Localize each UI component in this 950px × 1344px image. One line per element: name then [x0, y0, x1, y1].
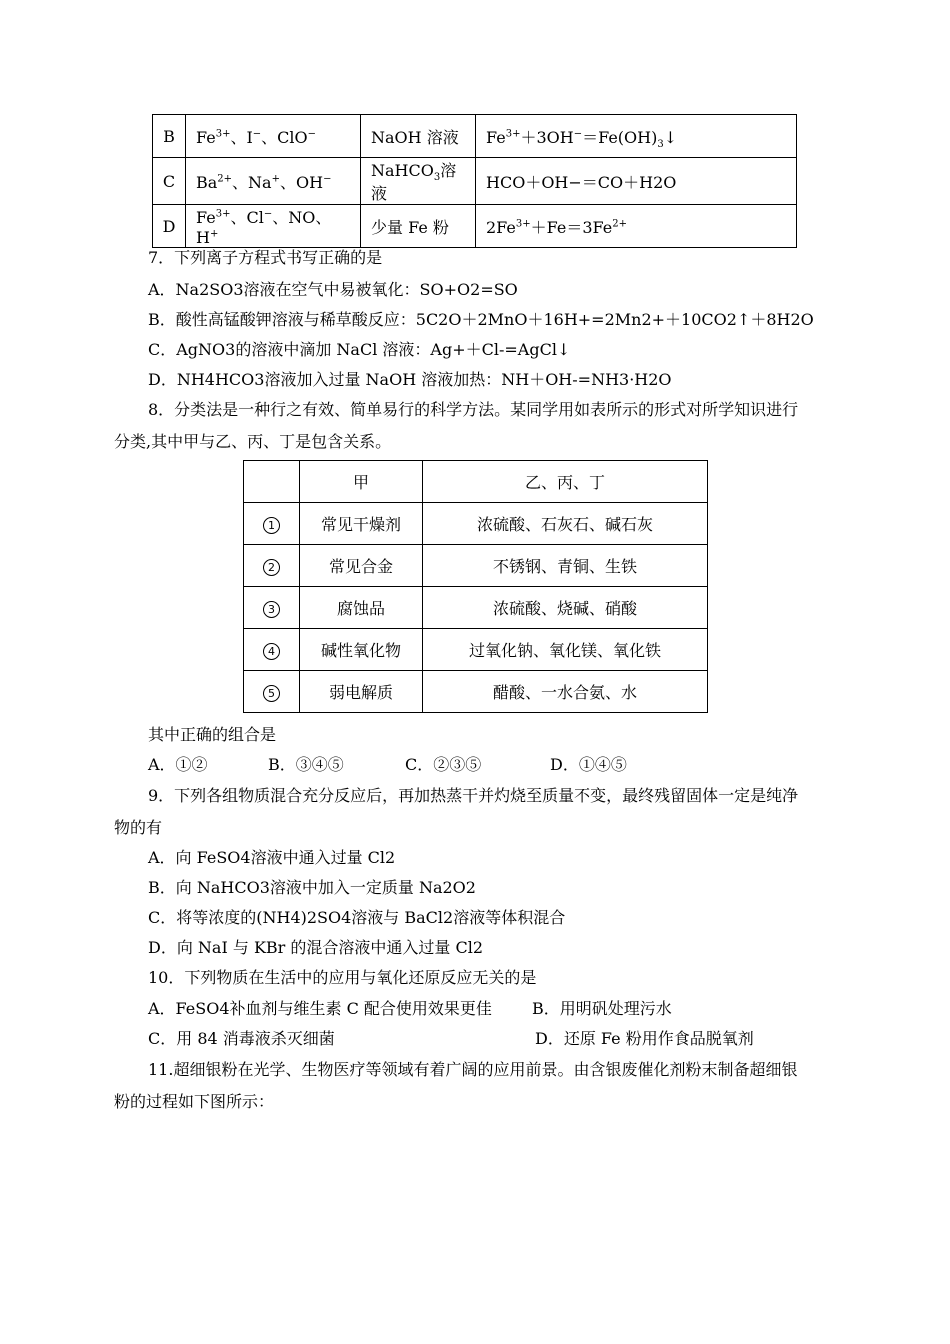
category-cell: 腐蚀品: [300, 587, 423, 629]
q7-option-c: C．AgNO3的溶液中滴加 NaCl 溶液：Ag+＋Cl-=AgCl↓: [148, 340, 571, 359]
q9-stem-line1: 9．下列各组物质混合充分反应后，再加热蒸干并灼烧至质量不变，最终残留固体一定是纯净: [148, 786, 799, 805]
equation-cell: HCO＋OH−＝CO＋H2O: [476, 158, 797, 205]
table-header-row: [244, 461, 708, 503]
ions-cell: $Fe^{3+}$、Cl−、NO、H+: [186, 205, 361, 248]
category-cell: 常见干燥剂: [300, 503, 423, 545]
header-cell: [244, 461, 300, 503]
q10-stem: 10．下列物质在生活中的应用与氧化还原反应无关的是: [148, 968, 537, 987]
q7-option-d: D．NH4HCO3溶液加入过量 NaOH 溶液加热：NH＋OH-=NH3·H2O: [148, 370, 672, 389]
row-number-badge: 3: [263, 601, 280, 618]
option-cell: C: [153, 158, 186, 205]
equation-cell: $Fe^{3+}+3OH^-=Fe(OH)_3↓$: [476, 115, 797, 158]
option-cell: D: [153, 205, 186, 248]
q9-option-a: A．向 FeSO4溶液中通入过量 Cl2: [148, 848, 396, 867]
q7-option-a: A．Na2SO3溶液在空气中易被氧化：SO+O2=SO: [148, 280, 518, 299]
members-cell: 醋酸、一水合氨、水: [423, 671, 708, 713]
classification-table: [243, 460, 708, 713]
members-cell: 不锈钢、青铜、生铁: [423, 545, 708, 587]
q8-stem-line1: 8．分类法是一种行之有效、简单易行的科学方法。某同学用如表所示的形式对所学知识进行: [148, 400, 799, 419]
category-cell: 弱电解质: [300, 671, 423, 713]
q9-option-b: B．向 NaHCO3溶液中加入一定质量 Na2O2: [148, 878, 476, 897]
q10-option-a: A．FeSO4补血剂与维生素 C 配合使用效果更佳: [148, 999, 492, 1018]
q7-stem: 7．下列离子方程式书写正确的是: [148, 248, 383, 267]
header-cell: 甲: [300, 461, 423, 503]
option-cell: B: [153, 115, 186, 158]
members-cell: 浓硫酸、烧碱、硝酸: [423, 587, 708, 629]
table-row: [244, 587, 708, 629]
ions-cell: $Ba^{2+}$、Na+、OH−: [186, 158, 361, 205]
q8-option-c: C．②③⑤: [405, 755, 482, 774]
table-row: [153, 158, 797, 205]
reagent-cell: 少量 Fe 粉: [361, 205, 476, 248]
table-row: [244, 503, 708, 545]
q8-option-b: B．③④⑤: [268, 755, 344, 774]
table-row: [153, 115, 797, 158]
q8-after-text: 其中正确的组合是: [148, 725, 277, 744]
q10-option-d: D．还原 Fe 粉用作食品脱氧剂: [535, 1029, 754, 1048]
category-cell: 常见合金: [300, 545, 423, 587]
table-row: [244, 671, 708, 713]
table-row: [153, 205, 797, 248]
header-cell: 乙、丙、丁: [423, 461, 708, 503]
q10-option-c: C．用 84 消毒液杀灭细菌: [148, 1029, 335, 1048]
q9-option-d: D．向 NaI 与 KBr 的混合溶液中通入过量 Cl2: [148, 938, 484, 957]
table-row: [244, 629, 708, 671]
q9-stem-line2: 物的有: [114, 818, 163, 837]
reagent-cell: NaHCO$_3$溶液: [361, 158, 476, 205]
q8-stem-line2: 分类,其中甲与乙、丙、丁是包含关系。: [114, 432, 392, 451]
q10-option-b: B．用明矾处理污水: [532, 999, 672, 1018]
q11-stem-line1: 11.超细银粉在光学、生物医疗等领域有着广阔的应用前景。由含银废催化剂粉末制备超细银: [148, 1060, 798, 1079]
ions-cell: $Fe^{3+}$、I−、ClO−: [186, 115, 361, 158]
table-row: [244, 545, 708, 587]
q8-option-a: A．①②: [148, 755, 208, 774]
members-cell: 浓硫酸、石灰石、碱石灰: [423, 503, 708, 545]
row-number-badge: 1: [263, 517, 280, 534]
reagent-cell: NaOH 溶液: [361, 115, 476, 158]
category-cell: 碱性氧化物: [300, 629, 423, 671]
members-cell: 过氧化钠、氧化镁、氧化铁: [423, 629, 708, 671]
equation-cell: $2Fe^{3+}+Fe=3Fe^{2+}$: [476, 205, 797, 248]
row-number-badge: 4: [263, 643, 280, 660]
q7-option-b: B．酸性高锰酸钾溶液与稀草酸反应：5C2O＋2MnO＋16H+=2Mn2+＋10CO2↑＋8H2O: [148, 310, 814, 329]
q8-option-d: D．①④⑤: [550, 755, 627, 774]
q9-option-c: C．将等浓度的(NH4)2SO4溶液与 BaCl2溶液等体积混合: [148, 908, 566, 927]
row-number-badge: 2: [263, 559, 280, 576]
q11-stem-line2: 粉的过程如下图所示：: [114, 1092, 275, 1111]
ion-table: [152, 114, 797, 248]
row-number-badge: 5: [263, 685, 280, 702]
